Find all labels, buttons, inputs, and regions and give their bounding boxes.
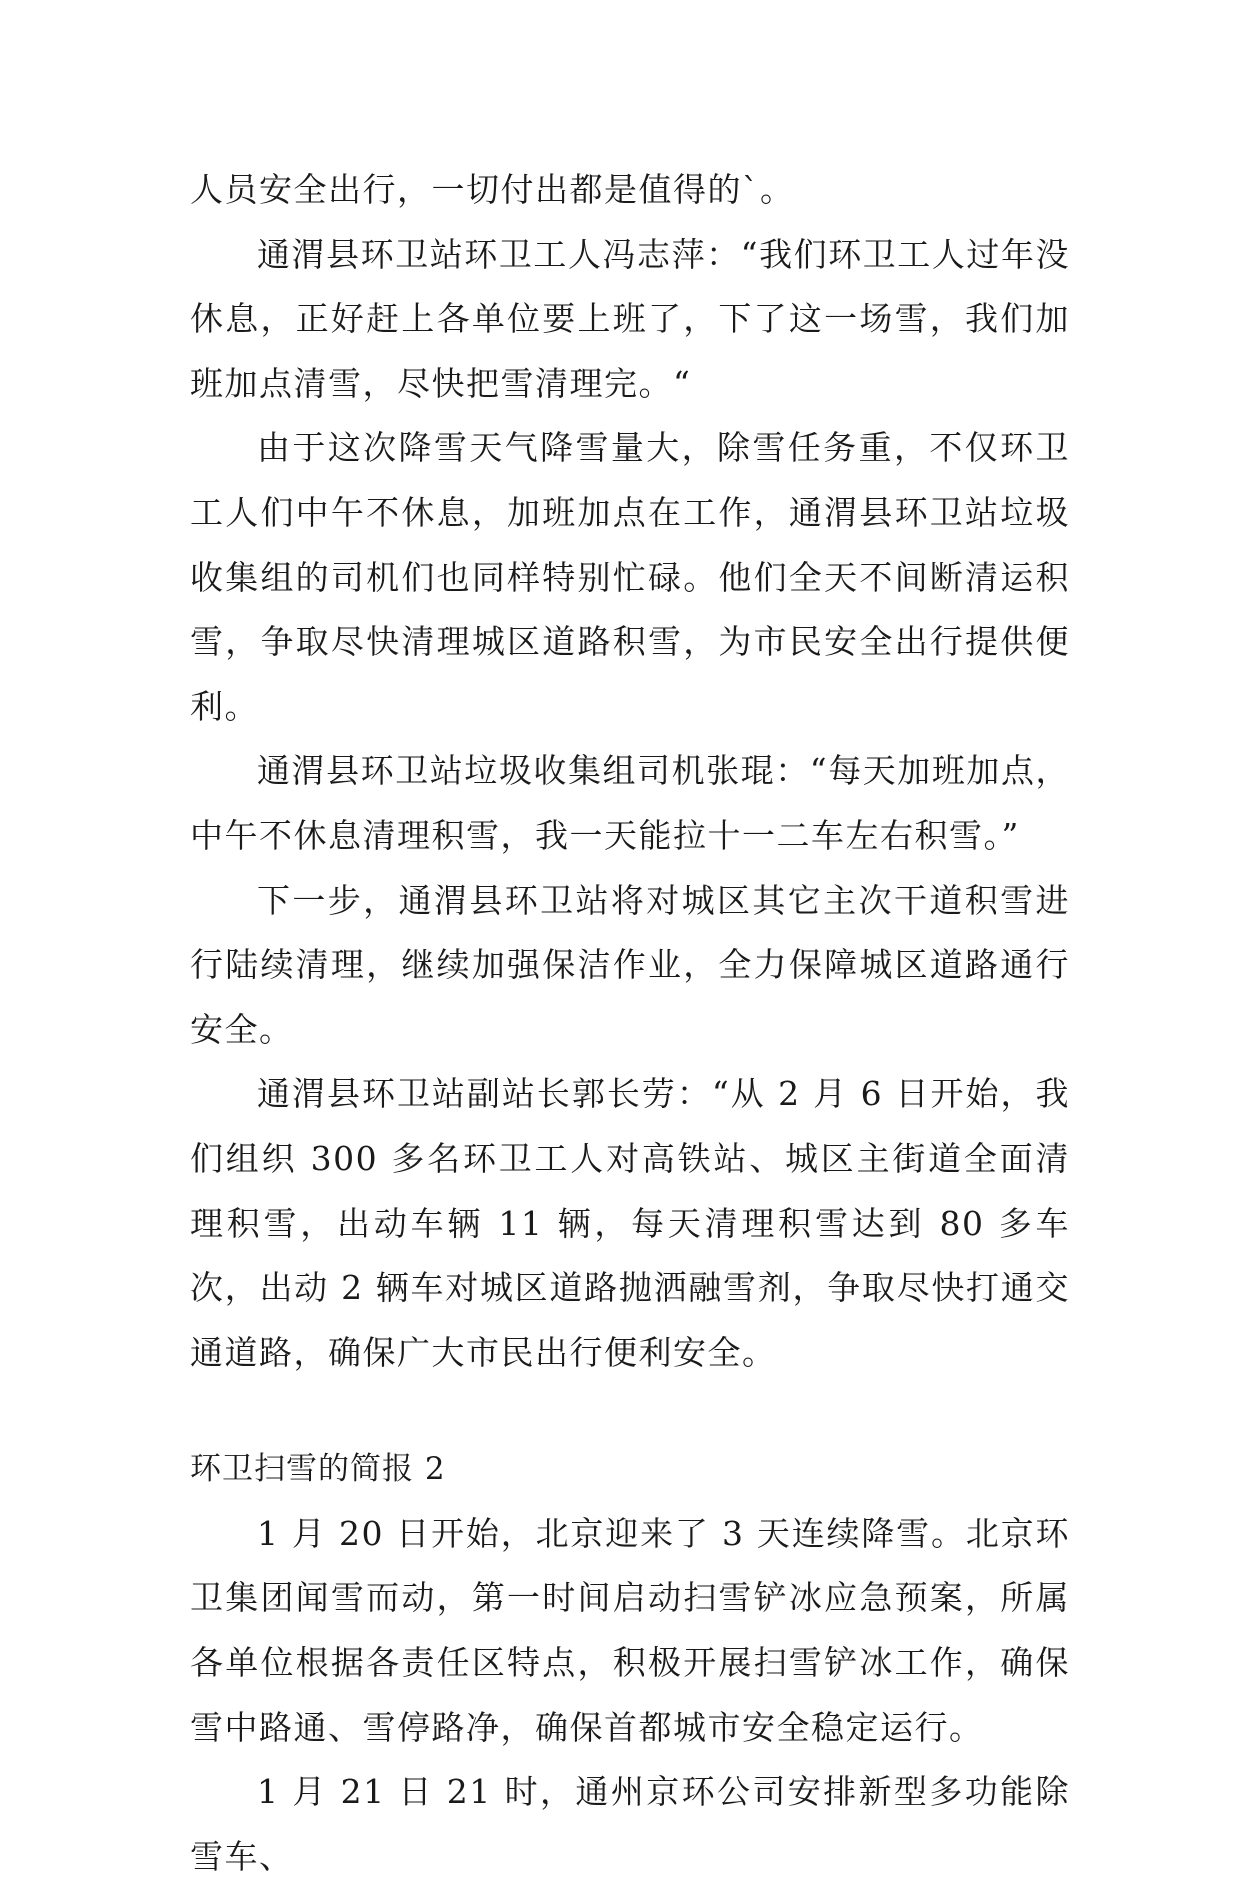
section-title: 环卫扫雪的简报 2 (190, 1451, 446, 1488)
paragraph-tongzhou: 1 月 21 日 21 时，通州京环公司安排新型多功能除雪车、 (190, 1772, 1070, 1876)
paragraph-beijing-snow: 1 月 20 日开始，北京迎来了 3 天连续降雪。北京环卫集团闻雪而动，第一时间启动扫雪铲冰应急预案，所属各单位根据各责任区特点，积极开展扫雪铲冰工作，确保雪中路通、雪停路净，确保首都城市安全稳定运行。 (190, 1513, 1070, 1747)
paragraph-quote-feng: 通渭县环卫站环卫工人冯志萍：“我们环卫工人过年没休息，正好赶上各单位要上班了，下了这一场雪，我们加班加点清雪，尽快把雪清理完。“ (190, 234, 1070, 403)
paragraph-quote-guo: 通渭县环卫站副站长郭长劳：“从 2 月 6 日开始，我们组织 300 多名环卫工人对高铁站、城区主街道全面清理积雪，出动车辆 11 辆，每天清理积雪达到 80 多车次，出动 2 辆车对城区道路抛洒融雪剂，争取尽快打通交通道路，确保广大市民出行便利安全。 (190, 1074, 1070, 1372)
paragraph-heavy-snow: 由于这次降雪天气降雪量大，除雪任务重，不仅环卫工人们中午不休息，加班加点在工作，通渭县环卫站垃圾收集组的司机们也同样特别忙碌。他们全天不间断清运积雪，争取尽快清理城区道路积雪，为市民安全出行提供便利。 (190, 428, 1070, 726)
paragraph-next-step: 下一步，通渭县环卫站将对城区其它主次干道积雪进行陆续清理，继续加强保洁作业，全力保障城区道路通行安全。 (190, 880, 1070, 1049)
paragraph-quote-zhang: 通渭县环卫站垃圾收集组司机张琨：“每天加班加点，中午不休息清理积雪，我一天能拉十一二车左右积雪。” (190, 751, 1070, 855)
document-body (190, 158, 1070, 1889)
paragraph-continuation: 人员安全出行，一切付出都是值得的`。 (190, 170, 795, 209)
